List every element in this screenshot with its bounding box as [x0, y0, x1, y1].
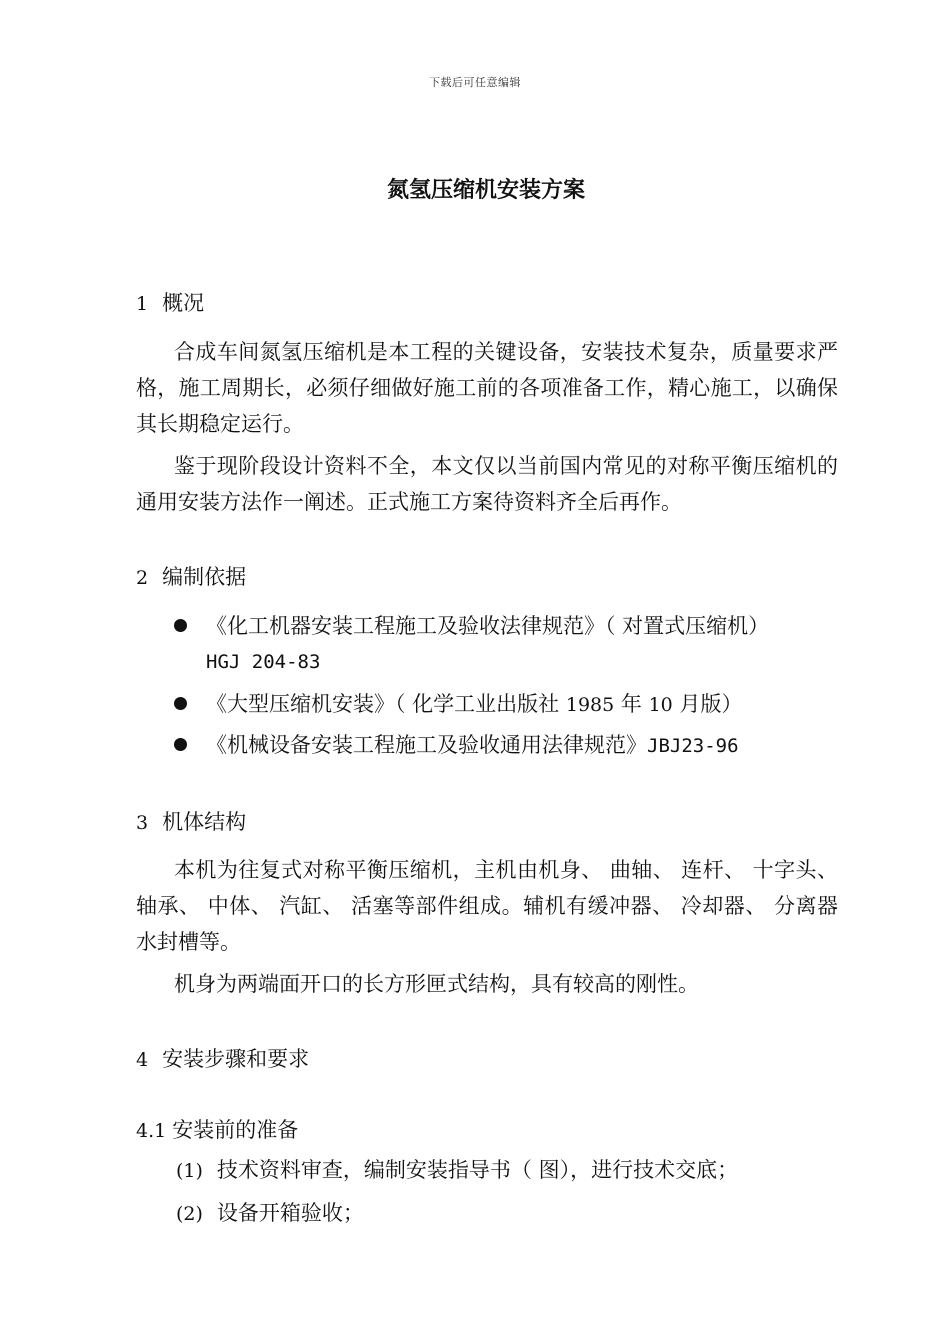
- preparation-step: [176, 1195, 364, 1232]
- preparation-step: [176, 1152, 738, 1189]
- subsection-4-1-heading: [136, 1114, 298, 1144]
- reference-code: HGJ 204-83: [206, 651, 321, 673]
- section-number: 1: [136, 293, 149, 315]
- subsection-number: 4.1: [136, 1120, 167, 1142]
- reference-text: 《化工机器安装工程施工及验收法律规范》（ 对置式压缩机）: [206, 614, 770, 638]
- section-number: 3: [136, 812, 149, 834]
- section-1-paragraph-2: 鉴于现阶段设计资料不全，本文仅以当前国内常见的对称平衡压缩机的通用安装方法作一阐述。正式施工方案待资料齐全后再作。: [136, 454, 838, 514]
- section-title: 概况: [162, 291, 205, 315]
- section-1-heading: [136, 287, 204, 317]
- step-marker: (1): [176, 1160, 203, 1182]
- section-title: 安装步骤和要求: [162, 1047, 310, 1071]
- reference-list-item: [174, 727, 838, 764]
- step-text: 设备开箱验收；: [216, 1201, 364, 1225]
- section-title: 机体结构: [162, 810, 247, 834]
- section-3-paragraph-1: 本机为往复式对称平衡压缩机，主机由机身、 曲轴、 连杆、 十字头、 轴承、 中体、 汽缸、 活塞等部件组成。辅机有缓冲器、 冷却器、 分离器水封槽等。: [136, 858, 838, 954]
- section-number: 2: [136, 567, 149, 589]
- section-4-heading: [136, 1043, 309, 1073]
- header-note: 下载后可任意编辑: [429, 76, 521, 89]
- reference-text: 《大型压缩机安装》（ 化学工业出版社 1985 年 10 月版）: [206, 692, 743, 716]
- step-text: 技术资料审查，编制安装指导书（ 图），进行技术交底；: [216, 1158, 739, 1182]
- reference-code: JBJ23-96: [647, 735, 739, 757]
- bullet-icon: [174, 738, 187, 751]
- section-2-heading: [136, 561, 246, 591]
- document-title: 氮氢压缩机安装方案: [386, 178, 585, 203]
- section-1-paragraph-1: 合成车间氮氢压缩机是本工程的关键设备，安装技术复杂，质量要求严格，施工周期长，必须仔细做好施工前的各项准备工作，精心施工，以确保其长期稳定运行。: [136, 340, 838, 436]
- section-title: 编制依据: [162, 565, 247, 589]
- subsection-title: 安装前的准备: [172, 1118, 299, 1142]
- reference-list-item: [174, 686, 838, 723]
- section-number: 4: [136, 1049, 149, 1071]
- step-marker: (2): [176, 1203, 203, 1225]
- bullet-icon: [174, 619, 187, 632]
- section-3-heading: [136, 806, 246, 836]
- bullet-icon: [174, 697, 187, 710]
- reference-text: 《机械设备安装工程施工及验收通用法律规范》JBJ23-96: [206, 733, 739, 757]
- reference-list-item: [174, 608, 838, 680]
- section-3-paragraph-2: 机身为两端面开口的长方形匣式结构，具有较高的刚性。: [174, 972, 699, 996]
